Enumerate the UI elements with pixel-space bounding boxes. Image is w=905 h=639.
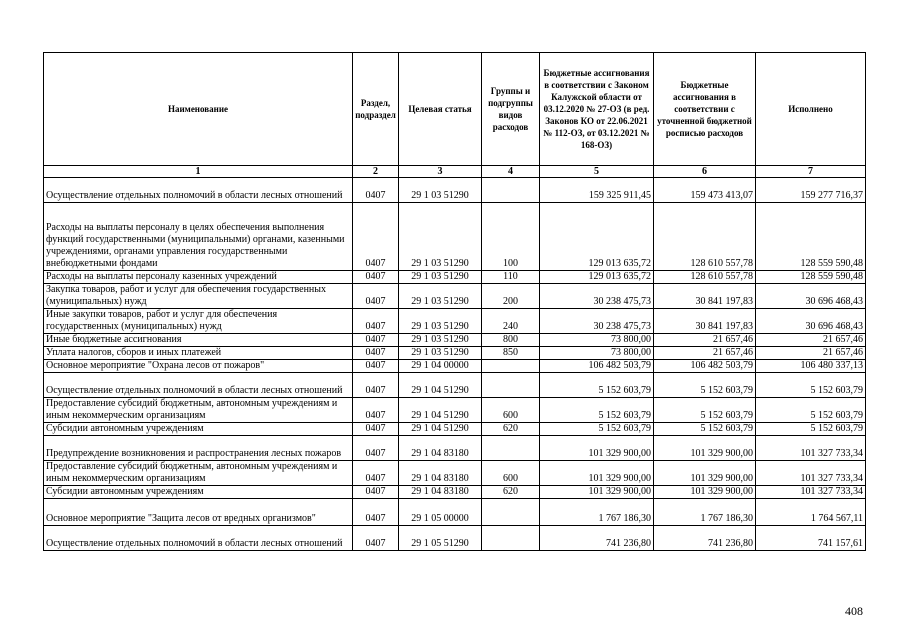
row-executed: 101 327 733,34: [756, 461, 866, 486]
row-budget-refined: 30 841 197,83: [654, 309, 756, 334]
row-executed: 101 327 733,34: [756, 486, 866, 499]
row-name: Предоставление субсидий бюджетным, автономным учреждениям и иным некоммерческим организациям: [44, 461, 353, 486]
row-section: 0407: [353, 423, 399, 436]
header-budget-refined: Бюджетные ассигнования в соответствии с уточненной бюджетной росписью расходов: [654, 53, 756, 166]
row-budget-refined: 101 329 900,00: [654, 461, 756, 486]
row-group: 800: [482, 334, 540, 347]
row-executed: 1 764 567,11: [756, 499, 866, 526]
header-target: Целевая статья: [399, 53, 482, 166]
row-target: 29 1 04 51290: [399, 423, 482, 436]
row-executed: 30 696 468,43: [756, 284, 866, 309]
row-budget-law: 30 238 475,73: [540, 309, 654, 334]
row-budget-law: 1 767 186,30: [540, 499, 654, 526]
row-section: 0407: [353, 461, 399, 486]
header-group: Группы и подгруппы видов расходов: [482, 53, 540, 166]
table-row: [44, 271, 866, 284]
row-section: 0407: [353, 203, 399, 271]
row-executed: 159 277 716,37: [756, 178, 866, 203]
row-section: 0407: [353, 347, 399, 360]
row-section: 0407: [353, 526, 399, 551]
row-budget-law: 73 800,00: [540, 347, 654, 360]
row-group: 600: [482, 398, 540, 423]
row-executed: 21 657,46: [756, 347, 866, 360]
row-target: 29 1 04 83180: [399, 461, 482, 486]
row-budget-law: 159 325 911,45: [540, 178, 654, 203]
table-row: [44, 461, 866, 486]
row-name: Предоставление субсидий бюджетным, автономным учреждениям и иным некоммерческим организациям: [44, 398, 353, 423]
row-executed: 106 480 337,13: [756, 360, 866, 373]
row-budget-law: 129 013 635,72: [540, 271, 654, 284]
row-section: 0407: [353, 334, 399, 347]
row-name: Предупреждение возникновения и распространения лесных пожаров: [44, 436, 353, 461]
header-row: [44, 53, 866, 166]
row-target: 29 1 05 51290: [399, 526, 482, 551]
row-budget-law: 5 152 603,79: [540, 373, 654, 398]
table-row: [44, 203, 866, 271]
column-number: 2: [353, 166, 399, 178]
row-name: Осуществление отдельных полномочий в области лесных отношений: [44, 373, 353, 398]
row-section: 0407: [353, 398, 399, 423]
row-executed: 5 152 603,79: [756, 398, 866, 423]
row-budget-law: 101 329 900,00: [540, 486, 654, 499]
row-target: 29 1 03 51290: [399, 203, 482, 271]
row-budget-law: 5 152 603,79: [540, 398, 654, 423]
header-budget-law: Бюджетные ассигнования в соответствии с Законом Калужской области от 03.12.2020 № 27-ОЗ (в ред. Законов КО от 22.06.2021 № 112-ОЗ, от 03.12.2021 № 168-ОЗ): [540, 53, 654, 166]
table-row: [44, 373, 866, 398]
row-name: Иные закупки товаров, работ и услуг для обеспечения государственных (муниципальных) нужд: [44, 309, 353, 334]
row-budget-law: 101 329 900,00: [540, 436, 654, 461]
row-budget-refined: 128 610 557,78: [654, 271, 756, 284]
row-section: 0407: [353, 373, 399, 398]
row-target: 29 1 03 51290: [399, 347, 482, 360]
row-name: Осуществление отдельных полномочий в области лесных отношений: [44, 526, 353, 551]
row-group: 100: [482, 203, 540, 271]
row-budget-refined: 5 152 603,79: [654, 398, 756, 423]
header-section: Раздел, подраздел: [353, 53, 399, 166]
column-number: 1: [44, 166, 353, 178]
row-executed: 101 327 733,34: [756, 436, 866, 461]
row-budget-law: 106 482 503,79: [540, 360, 654, 373]
row-target: 29 1 04 51290: [399, 398, 482, 423]
row-executed: 741 157,61: [756, 526, 866, 551]
row-section: 0407: [353, 178, 399, 203]
column-number-row: [44, 166, 866, 178]
row-section: 0407: [353, 499, 399, 526]
budget-table: [43, 52, 866, 551]
row-executed: 30 696 468,43: [756, 309, 866, 334]
header-name: Наименование: [44, 53, 353, 166]
row-budget-law: 129 013 635,72: [540, 203, 654, 271]
row-budget-law: 73 800,00: [540, 334, 654, 347]
row-target: 29 1 03 51290: [399, 271, 482, 284]
row-name: Расходы на выплаты персоналу в целях обеспечения выполнения функций государственными (муниципальными) органами, казенными учреждениями, органами управления государственными внебюджетными фондами: [44, 203, 353, 271]
row-target: 29 1 05 00000: [399, 499, 482, 526]
row-budget-law: 101 329 900,00: [540, 461, 654, 486]
row-budget-law: 5 152 603,79: [540, 423, 654, 436]
table-row: [44, 334, 866, 347]
row-name: Основное мероприятие "Защита лесов от вредных организмов": [44, 499, 353, 526]
row-name: Расходы на выплаты персоналу казенных учреждений: [44, 271, 353, 284]
table-row: [44, 347, 866, 360]
row-group: 200: [482, 284, 540, 309]
row-executed: 21 657,46: [756, 334, 866, 347]
row-executed: 128 559 590,48: [756, 203, 866, 271]
row-budget-refined: 128 610 557,78: [654, 203, 756, 271]
row-name: Иные бюджетные ассигнования: [44, 334, 353, 347]
row-target: 29 1 03 51290: [399, 309, 482, 334]
column-number: 4: [482, 166, 540, 178]
column-number: 7: [756, 166, 866, 178]
row-executed: 5 152 603,79: [756, 373, 866, 398]
row-budget-refined: 159 473 413,07: [654, 178, 756, 203]
row-section: 0407: [353, 309, 399, 334]
row-group: [482, 436, 540, 461]
row-target: 29 1 04 83180: [399, 436, 482, 461]
row-budget-refined: 741 236,80: [654, 526, 756, 551]
row-budget-refined: 21 657,46: [654, 334, 756, 347]
row-budget-refined: 21 657,46: [654, 347, 756, 360]
row-name: Основное мероприятие "Охрана лесов от пожаров": [44, 360, 353, 373]
row-name: Субсидии автономным учреждениям: [44, 486, 353, 499]
row-name: Субсидии автономным учреждениям: [44, 423, 353, 436]
table-row: [44, 423, 866, 436]
row-group: 110: [482, 271, 540, 284]
table-row: [44, 398, 866, 423]
row-section: 0407: [353, 284, 399, 309]
column-number: 6: [654, 166, 756, 178]
row-section: 0407: [353, 360, 399, 373]
row-target: 29 1 03 51290: [399, 178, 482, 203]
row-target: 29 1 04 00000: [399, 360, 482, 373]
table-row: [44, 486, 866, 499]
table-row: [44, 499, 866, 526]
row-group: 620: [482, 486, 540, 499]
row-budget-refined: 5 152 603,79: [654, 423, 756, 436]
row-name: Осуществление отдельных полномочий в области лесных отношений: [44, 178, 353, 203]
page-number: 408: [845, 604, 863, 618]
row-target: 29 1 04 51290: [399, 373, 482, 398]
table-row: [44, 309, 866, 334]
row-target: 29 1 03 51290: [399, 334, 482, 347]
header-executed: Исполнено: [756, 53, 866, 166]
row-budget-law: 30 238 475,73: [540, 284, 654, 309]
row-group: 240: [482, 309, 540, 334]
row-executed: 5 152 603,79: [756, 423, 866, 436]
row-budget-refined: 101 329 900,00: [654, 436, 756, 461]
table-row: [44, 436, 866, 461]
row-group: 600: [482, 461, 540, 486]
table-row: [44, 178, 866, 203]
row-budget-law: 741 236,80: [540, 526, 654, 551]
row-section: 0407: [353, 436, 399, 461]
row-group: [482, 526, 540, 551]
row-budget-refined: 101 329 900,00: [654, 486, 756, 499]
row-target: 29 1 04 83180: [399, 486, 482, 499]
row-budget-refined: 1 767 186,30: [654, 499, 756, 526]
row-group: 620: [482, 423, 540, 436]
row-group: [482, 499, 540, 526]
row-section: 0407: [353, 271, 399, 284]
row-target: 29 1 03 51290: [399, 284, 482, 309]
row-group: [482, 178, 540, 203]
row-budget-refined: 106 482 503,79: [654, 360, 756, 373]
table-row: [44, 284, 866, 309]
row-group: [482, 360, 540, 373]
row-budget-refined: 30 841 197,83: [654, 284, 756, 309]
table-row: [44, 360, 866, 373]
row-name: Закупка товаров, работ и услуг для обеспечения государственных (муниципальных) нужд: [44, 284, 353, 309]
row-group: 850: [482, 347, 540, 360]
row-section: 0407: [353, 486, 399, 499]
row-executed: 128 559 590,48: [756, 271, 866, 284]
column-number: 3: [399, 166, 482, 178]
row-name: Уплата налогов, сборов и иных платежей: [44, 347, 353, 360]
row-group: [482, 373, 540, 398]
column-number: 5: [540, 166, 654, 178]
table-row: [44, 526, 866, 551]
row-budget-refined: 5 152 603,79: [654, 373, 756, 398]
